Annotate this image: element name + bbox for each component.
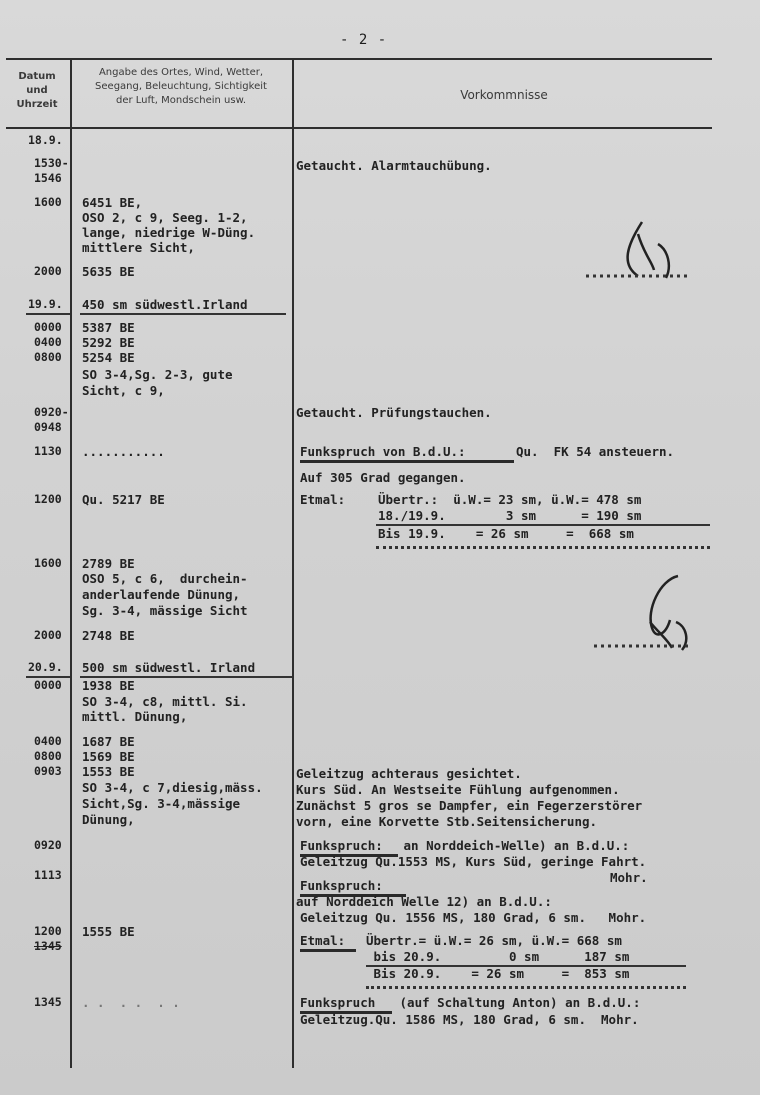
time-entry: 0903 (34, 764, 62, 778)
position-entry: 1553 BE (82, 764, 135, 779)
etmal-label: Etmal: (300, 492, 346, 507)
weather-entry: lange, niedrige W-Düng. (82, 225, 256, 240)
date-18-9: 18.9. (28, 133, 63, 147)
column-divider-2 (292, 58, 294, 1068)
radio-message-label: Funkspruch: (300, 838, 383, 853)
time-entry: 1200 (34, 924, 62, 938)
weather-entry: SO 3-4,Sg. 2-3, gute (82, 367, 233, 382)
position-entry: 2748 BE (82, 628, 135, 643)
weather-entry: SO 3-4, c8, mittl. Si. (82, 694, 248, 709)
time-entry: 0920 (34, 838, 62, 852)
column-divider-1 (70, 58, 72, 1068)
etmal-label-underline (300, 949, 356, 952)
position-entry: 5292 BE (82, 335, 135, 350)
event-entry: Geleitzug Qu. 1556 MS, 180 Grad, 6 sm. Mohr. (300, 910, 647, 925)
time-entry: 0400 (34, 335, 62, 349)
etmal-double-rule (376, 546, 710, 549)
header-events: Vorkommnisse (460, 88, 548, 102)
top-rule (6, 58, 712, 60)
event-entry: vorn, eine Korvette Stb.Seitensicherung. (296, 814, 598, 829)
position-entry: 1569 BE (82, 749, 135, 764)
weather-entry: Sg. 3-4, mässige Sicht (82, 603, 248, 618)
time-entry: 0000 (34, 320, 62, 334)
signature-name: Mohr. (610, 870, 648, 885)
time-entry: 1600 (34, 556, 62, 570)
time-entry: 1130 (34, 444, 62, 458)
heading-underline (80, 313, 286, 315)
header-location-weather: Angabe des Ortes, Wind, Wetter, Seegang, Beleuchtung, Sichtigkeit der Luft, Mondschein usw. (95, 67, 267, 106)
position-entry: 1687 BE (82, 734, 135, 749)
time-entry: 0948 (34, 420, 62, 434)
time-entry: 1600 (34, 195, 62, 209)
handwritten-signature (580, 214, 700, 294)
position-entry: 1555 BE (82, 924, 135, 939)
weather-entry: SO 3-4, c 7,diesig,mäss. (82, 780, 263, 795)
page-number: - 2 - (340, 32, 388, 48)
time-entry: 0800 (34, 350, 62, 364)
etmal-double-rule (366, 986, 686, 989)
weather-entry: anderlaufende Dünung, (82, 587, 241, 602)
etmal-line: 18./19.9. 3 sm = 190 sm (378, 508, 642, 523)
event-entry: Kurs Süd. An Westseite Fühlung aufgenommen. (296, 782, 620, 797)
etmal-total: Bis 20.9. = 26 sm = 853 sm (366, 966, 630, 981)
dotted-placeholder: ........... (82, 444, 165, 459)
position-entry: 5254 BE (82, 350, 135, 365)
weather-entry: mittlere Sicht, (82, 240, 195, 255)
weather-entry: Dünung, (82, 812, 135, 827)
date-underline (26, 313, 70, 315)
time-entry-struck: 1345 (34, 939, 62, 953)
time-entry: 0400 (34, 734, 62, 748)
event-entry: Geleitzug Qu.1553 MS, Kurs Süd, geringe Fahrt. (300, 854, 647, 869)
etmal-line: Übertr.: ü.W.= 23 sm, ü.W.= 478 sm (378, 492, 642, 507)
etmal-total: Bis 19.9. = 26 sm = 668 sm (378, 526, 634, 541)
faded-dots: . . . . . . (82, 995, 180, 1010)
event-entry: Getaucht. Prüfungstauchen. (296, 405, 492, 420)
event-entry: an Norddeich-Welle) an B.d.U.: (396, 838, 630, 853)
radio-label-underline (300, 460, 514, 463)
etmal-line: Übertr.= ü.W.= 26 sm, ü.W.= 668 sm (366, 933, 622, 948)
weather-entry: Sicht,Sg. 3-4,mässige (82, 796, 241, 811)
time-entry: 1200 (34, 492, 62, 506)
position-entry: 1938 BE (82, 678, 135, 693)
header-rule (6, 127, 712, 129)
header-date-time: Datum und Uhrzeit (16, 71, 58, 110)
position-entry: 5387 BE (82, 320, 135, 335)
radio-message-label: Funkspruch: (300, 878, 383, 893)
position-entry: Qu. 5217 BE (82, 492, 165, 507)
etmal-line: bis 20.9. 0 sm 187 sm (366, 949, 630, 964)
date-20-9: 20.9. (28, 660, 63, 674)
radio-message-label: Funkspruch von B.d.U.: (300, 444, 466, 459)
event-entry: Zunächst 5 gros se Dampfer, ein Fegerzerstörer (296, 798, 643, 813)
weather-entry: mittl. Dünung, (82, 709, 188, 724)
event-entry: Getaucht. Alarmtauchübung. (296, 158, 492, 173)
time-entry: 1530- (34, 156, 69, 170)
date-19-9: 19.9. (28, 297, 63, 311)
time-entry: 0800 (34, 749, 62, 763)
weather-entry: OSO 2, c 9, Seeg. 1-2, (82, 210, 248, 225)
handwritten-signature (590, 570, 710, 665)
event-entry: Qu. FK 54 ansteuern. (516, 444, 675, 459)
event-entry: Auf 305 Grad gegangen. (300, 470, 466, 485)
position-heading: 450 sm südwestl.Irland (82, 297, 248, 312)
event-entry: Geleitzug achteraus gesichtet. (296, 766, 522, 781)
position-heading: 500 sm südwestl. Irland (82, 660, 256, 675)
event-entry: Geleitzug.Qu. 1586 MS, 180 Grad, 6 sm. Mohr. (300, 1012, 639, 1027)
position-entry: 5635 BE (82, 264, 135, 279)
event-entry: (auf Schaltung Anton) an B.d.U.: (392, 995, 641, 1010)
weather-entry: OSO 5, c 6, durchein- (82, 571, 248, 586)
time-entry: 1113 (34, 868, 62, 882)
time-entry: 0920- (34, 405, 69, 419)
etmal-label: Etmal: (300, 933, 346, 948)
time-entry: 0000 (34, 678, 62, 692)
time-entry: 2000 (34, 628, 62, 642)
position-entry: 2789 BE (82, 556, 135, 571)
event-entry: auf Norddeich Welle 12) an B.d.U.: (296, 894, 552, 909)
time-entry: 1345 (34, 995, 62, 1009)
weather-entry: Sicht, c 9, (82, 383, 165, 398)
time-entry: 1546 (34, 171, 62, 185)
radio-message-label: Funkspruch (300, 995, 376, 1010)
position-entry: 6451 BE, (82, 195, 143, 210)
time-entry: 2000 (34, 264, 62, 278)
